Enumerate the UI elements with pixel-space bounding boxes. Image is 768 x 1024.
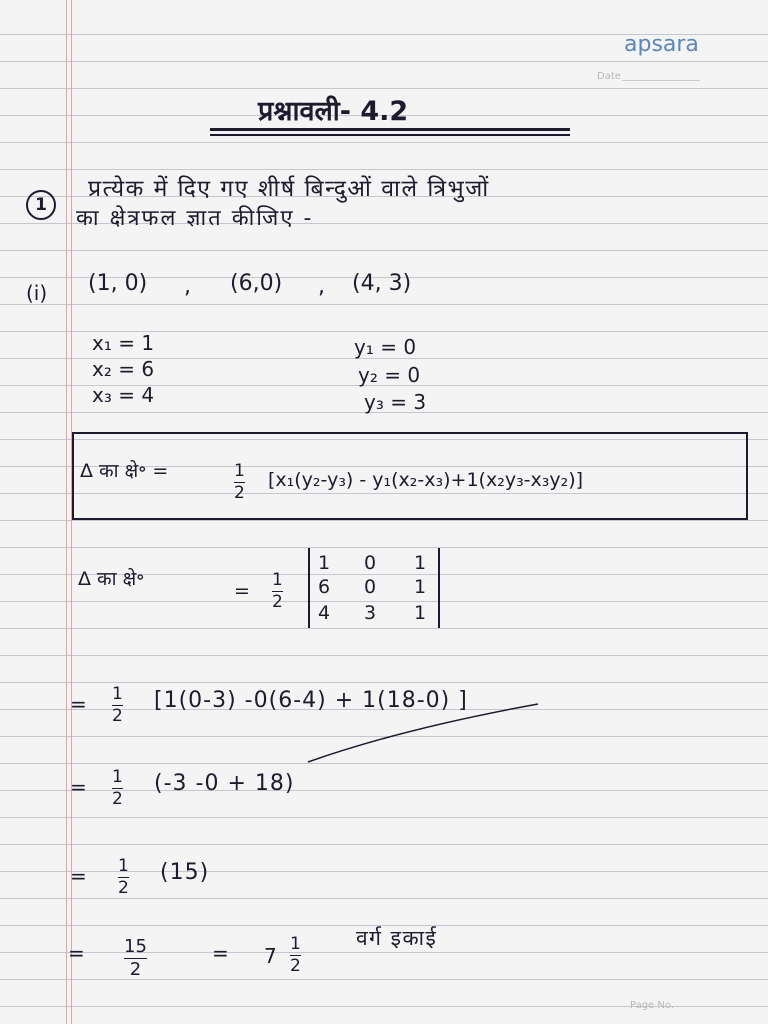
- final-fraction: [124, 938, 147, 979]
- final-equals-1: =: [68, 941, 85, 965]
- part-label: (i): [26, 281, 48, 305]
- title-underline: [210, 128, 570, 131]
- step-equals: =: [70, 692, 87, 716]
- question-number: [26, 190, 56, 220]
- question-line-1: प्रत्येक में दिए गए शीर्ष बिन्दुओं वाले त्रिभुजों: [88, 176, 490, 202]
- margin-line-left: [66, 0, 67, 1024]
- date-label: Date: [597, 71, 621, 82]
- coord-y2: y₂ = 0: [358, 363, 421, 387]
- matrix-cell: 1: [414, 602, 427, 624]
- final-unit: वर्ग इकाई: [356, 926, 438, 950]
- matrix-cell: 1: [318, 552, 331, 574]
- coord-y1: y₁ = 0: [354, 335, 417, 359]
- step-equals: =: [70, 864, 87, 888]
- formula-fraction-den: 2: [234, 483, 245, 503]
- determinant-lhs: Δ का क्षे॰: [78, 568, 145, 590]
- formula-lhs: Δ का क्षे॰ =: [80, 460, 169, 482]
- step-expression: (-3 -0 + 18): [154, 771, 295, 796]
- coord-x1: x₁ = 1: [92, 331, 155, 355]
- formula-fraction: [234, 463, 245, 502]
- matrix-cell: 6: [318, 576, 331, 598]
- final-equals-2: =: [212, 941, 229, 965]
- step-expression: (15): [160, 860, 210, 885]
- final-whole: 7: [264, 944, 277, 968]
- formula-fraction-num: 1: [234, 461, 245, 481]
- determinant-equals: =: [234, 580, 250, 602]
- step-fraction: [118, 858, 129, 897]
- final-fraction-num: 15: [124, 936, 147, 957]
- step-fraction-num: 1: [118, 856, 129, 876]
- formula-rhs: [x₁(y₂-y₃) - y₁(x₂-x₃)+1(x₂y₃-x₃y₂)]: [268, 469, 584, 491]
- point-separator-2: ,: [318, 274, 325, 299]
- coord-x3: x₃ = 4: [92, 383, 155, 407]
- coord-y3: y₃ = 3: [364, 390, 427, 414]
- point-separator-1: ,: [184, 274, 191, 299]
- step-fraction-den: 2: [118, 878, 129, 898]
- brand-logo: apsara: [624, 32, 699, 57]
- step-fraction-den: 2: [112, 789, 123, 809]
- page-title: प्रश्नावली- 4.2: [258, 96, 409, 127]
- final-mixed-num: 1: [290, 934, 301, 954]
- final-mixed-fraction: [290, 936, 301, 975]
- determinant-bar-left: [308, 548, 310, 628]
- point-1: (1, 0): [88, 271, 148, 296]
- step-expression: [1(0-3) -0(6-4) + 1(18-0) ]: [154, 688, 468, 713]
- determinant-fraction-num: 1: [272, 570, 283, 590]
- final-mixed-den: 2: [290, 956, 301, 976]
- matrix-cell: 0: [364, 576, 377, 598]
- determinant-bar-right: [438, 548, 440, 628]
- question-line-2: का क्षेत्रफल ज्ञात कीजिए -: [76, 206, 314, 231]
- matrix-cell: 1: [414, 552, 427, 574]
- determinant-fraction-den: 2: [272, 592, 283, 612]
- determinant-fraction: [272, 572, 283, 611]
- step-fraction: [112, 769, 123, 808]
- matrix-cell: 0: [364, 552, 377, 574]
- point-3: (4, 3): [352, 271, 412, 296]
- coord-x2: x₂ = 6: [92, 357, 155, 381]
- final-fraction-den: 2: [129, 959, 142, 980]
- matrix-cell: 4: [318, 602, 331, 624]
- step-fraction-num: 1: [112, 767, 123, 787]
- matrix-cell: 1: [414, 576, 427, 598]
- question-number-text: 1: [35, 194, 47, 215]
- step-fraction-den: 2: [112, 706, 123, 726]
- point-2: (6,0): [230, 271, 283, 296]
- step-fraction: [112, 686, 123, 725]
- page-number-label: Page No.: [630, 1000, 674, 1011]
- cancel-stroke: [300, 700, 540, 770]
- step-fraction-num: 1: [112, 684, 123, 704]
- matrix-cell: 3: [364, 602, 377, 624]
- title-underline-2: [210, 134, 570, 136]
- step-equals: =: [70, 775, 87, 799]
- date-underline: [622, 80, 700, 81]
